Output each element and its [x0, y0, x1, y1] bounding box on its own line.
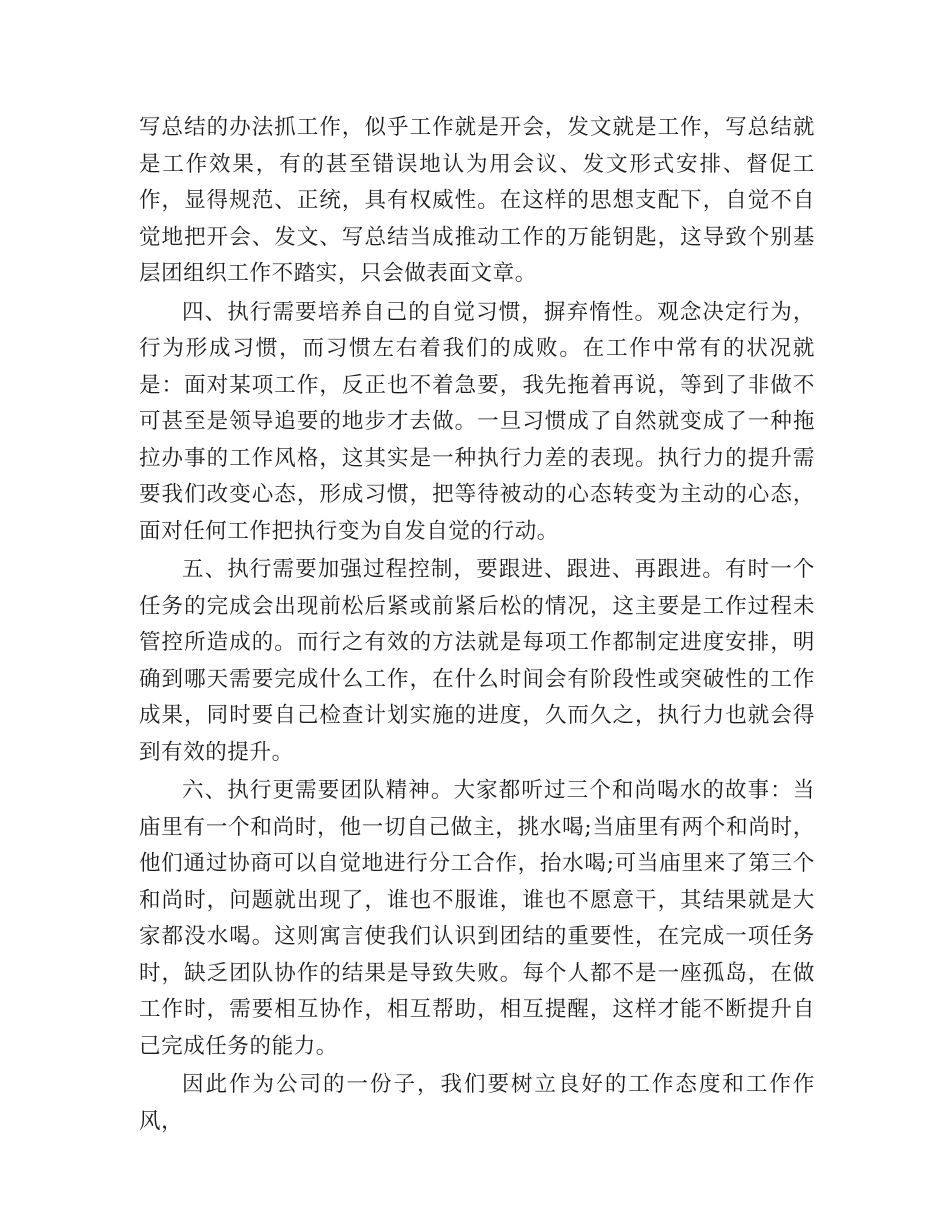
paragraph-five-process-control: 五、执行需要加强过程控制，要跟进、跟进、再跟进。有时一个任务的完成会出现前松后紧或前紧后松的情况，这主要是工作过程未管控所造成的。而行之有效的方法就是每项工作都制定进度安排，明确到哪天需要完成什么工作，在什么时间会有阶段性或突破性的工作成果，同时要自己检查计划实施的进度，久而久之，执行力也就会得到有效的提升。 — [139, 557, 815, 765]
paragraph-six-team-spirit: 六、执行更需要团队精神。大家都听过三个和尚喝水的故事：当庙里有一个和尚时，他一切自己做主，挑水喝;当庙里有两个和尚时，他们通过协商可以自觉地进行分工合作，抬水喝;可当庙里来了第三个和尚时，问题就出现了，谁也不服谁，谁也不愿意干，其结果就是大家都没水喝。这则寓言使我们认识到团结的重要性，在完成一项任务时，缺乏团队协作的结果是导致失败。每个人都不是一座孤岛，在做工作时，需要相互协作，相互帮助，相互提醒，这样才能不断提升自己完成任务的能力。 — [139, 778, 815, 1059]
document-body — [139, 110, 815, 1140]
paragraph-four-self-discipline: 四、执行需要培养自己的自觉习惯，摒弃惰性。观念决定行为，行为形成习惯，而习惯左右着我们的成败。在工作中常有的状况就是：面对某项工作，反正也不着急要，我先拖着再说，等到了非做不可甚至是领导追要的地步才去做。一旦习惯成了自然就变成了一种拖拉办事的工作风格，这其实是一种执行力差的表现。执行力的提升需要我们改变心态，形成习惯，把等待被动的心态转变为主动的心态，面对任何工作把执行变为自发自觉的行动。 — [139, 299, 815, 544]
paragraph-continuation: 写总结的办法抓工作，似乎工作就是开会，发文就是工作，写总结就是工作效果，有的甚至错误地认为用会议、发文形式安排、督促工作，显得规范、正统，具有权威性。在这样的思想支配下，自觉不自觉地把开会、发文、写总结当成推动工作的万能钥匙，这导致个别基层团组织工作不踏实，只会做表面文章。 — [139, 115, 815, 286]
paragraph-conclusion-start: 因此作为公司的一份子，我们要树立良好的工作态度和工作作风， — [139, 1072, 815, 1134]
